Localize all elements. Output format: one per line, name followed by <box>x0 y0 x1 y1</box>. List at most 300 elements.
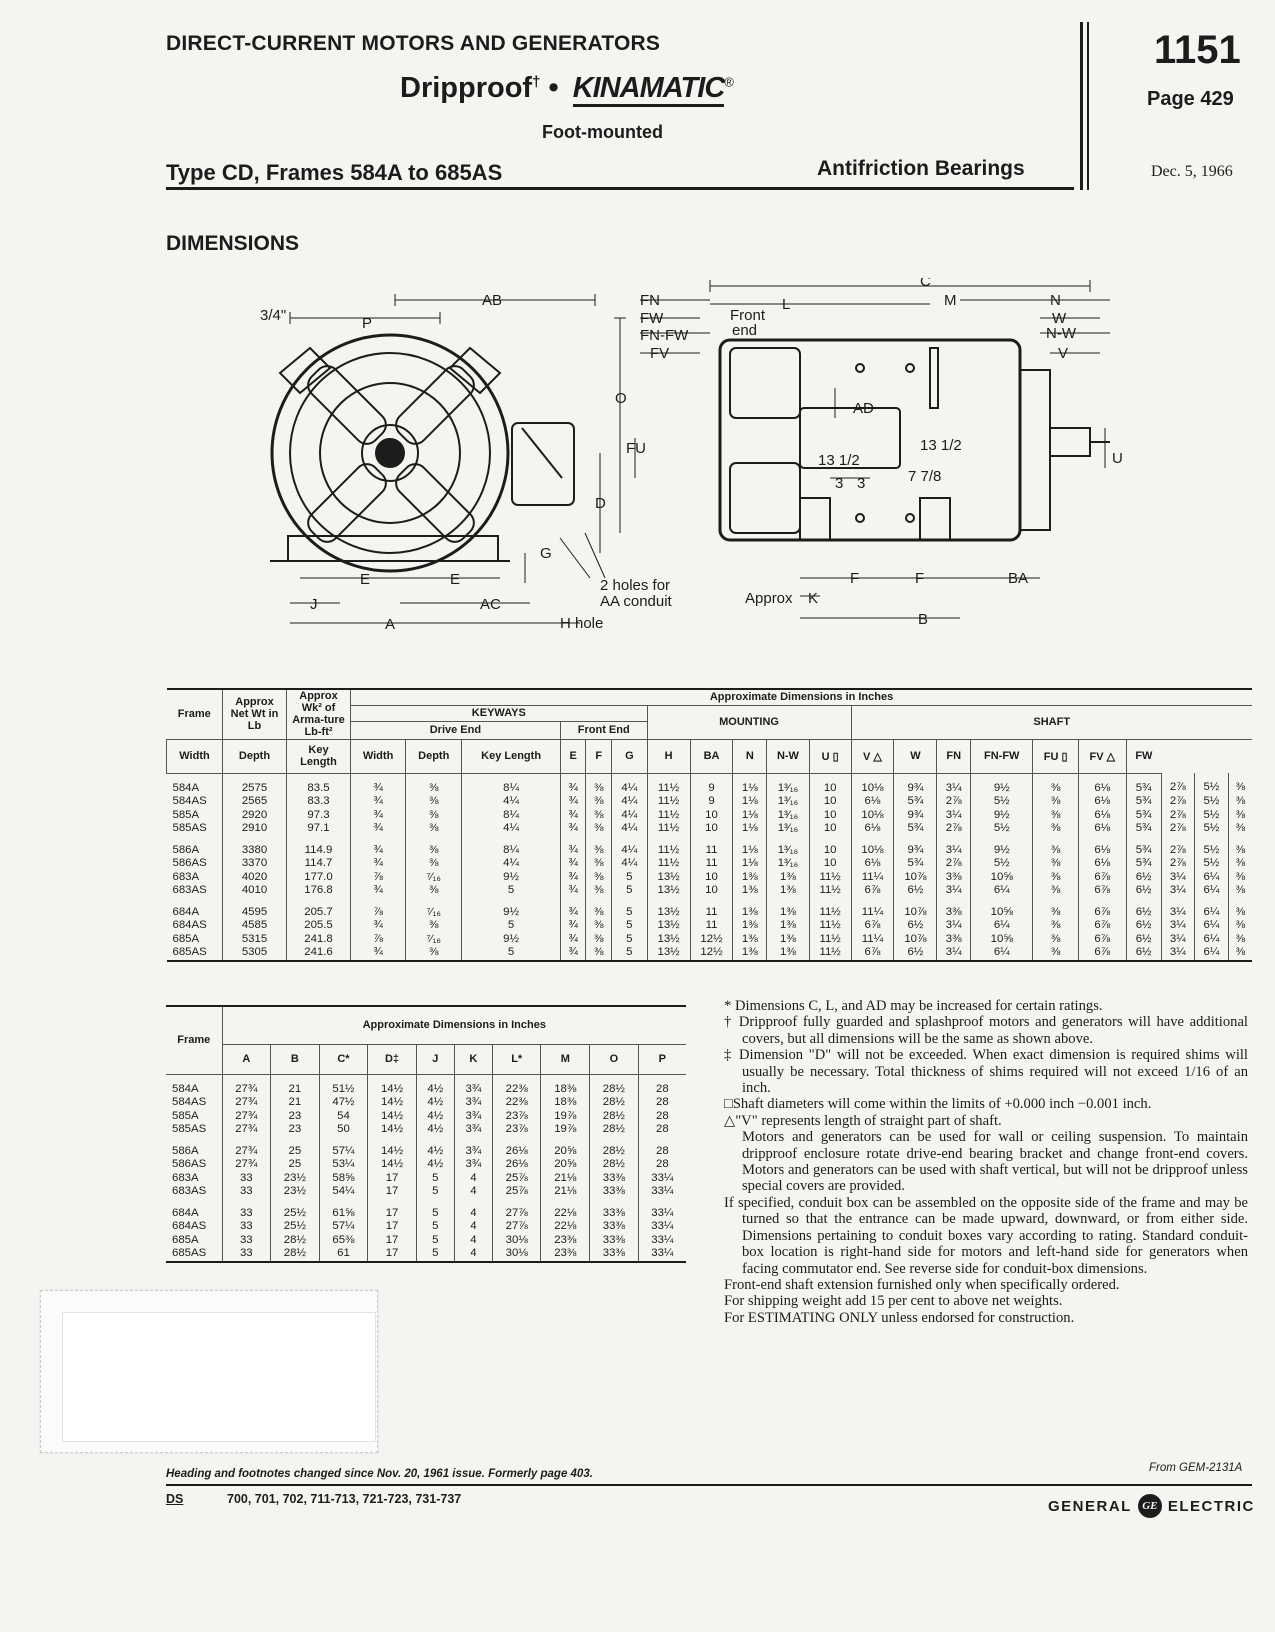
section-title: DIMENSIONS <box>166 232 300 255</box>
value-cell: 1⅜ <box>767 898 810 920</box>
value-cell: 33 <box>222 1247 271 1262</box>
footer-rule <box>166 1484 1252 1486</box>
value-cell: 114.9 <box>287 836 351 858</box>
frame-cell: 585AS <box>172 822 207 834</box>
t1-col-header: Key Length <box>462 739 561 773</box>
t1-col-header: N <box>733 739 767 773</box>
value-cell: 10⅝ <box>971 871 1033 885</box>
value-cell: 11¼ <box>851 898 894 920</box>
label-7-7-8: 7 7/8 <box>908 468 942 485</box>
value-cell: 12½ <box>690 946 733 961</box>
value-cell: 6½ <box>894 919 937 933</box>
value-cell: 5½ <box>971 795 1033 809</box>
value-cell: 4 <box>454 1247 492 1262</box>
value-cell: ⅜ <box>406 884 462 898</box>
value-cell: 5¾ <box>1126 822 1161 836</box>
value-cell: 6¼ <box>1195 919 1229 933</box>
value-cell: 3¼ <box>937 919 971 933</box>
table-row <box>166 1234 686 1248</box>
value-cell: 6⅞ <box>1078 884 1126 898</box>
value-cell: 11½ <box>647 809 690 823</box>
value-cell: 13½ <box>647 933 690 947</box>
t1-col-header: G <box>612 739 648 773</box>
frame-cell: 584AS <box>172 1096 207 1108</box>
value-cell: ¾ <box>560 871 586 885</box>
label-d: D <box>595 495 606 512</box>
value-cell: 3¼ <box>937 946 971 961</box>
label-f2: F <box>915 570 925 587</box>
value-cell: 33¼ <box>638 1220 686 1234</box>
value-cell: 8¼ <box>462 773 561 795</box>
value-cell: 5 <box>416 1247 454 1262</box>
value-cell: 58⅝ <box>319 1172 368 1186</box>
value-cell: 28 <box>638 1074 686 1096</box>
value-cell: 3380 <box>223 836 287 858</box>
value-cell: 10⅛ <box>851 809 894 823</box>
table-row <box>167 822 1253 836</box>
value-cell: 20⅝ <box>541 1137 590 1159</box>
value-cell: 6¼ <box>1195 946 1229 961</box>
value-cell: 4¼ <box>612 822 648 836</box>
value-cell: 1⅛ <box>733 809 767 823</box>
value-cell: 25 <box>271 1137 320 1159</box>
label-h-hole: H hole <box>560 615 604 632</box>
value-cell: 10⅛ <box>851 836 894 858</box>
value-cell: ⅜ <box>406 836 462 858</box>
t1-col-header: Depth <box>223 739 287 773</box>
value-cell: 25⅞ <box>492 1172 541 1186</box>
value-cell: 33 <box>222 1185 271 1199</box>
t2-col-header: J <box>416 1044 454 1074</box>
value-cell: 1⅜ <box>733 898 767 920</box>
value-cell: 6½ <box>1126 946 1161 961</box>
value-cell: 6⅛ <box>851 795 894 809</box>
table-row <box>166 1247 686 1262</box>
value-cell: 11½ <box>647 836 690 858</box>
label-l: L <box>782 296 791 313</box>
value-cell: 4 <box>454 1199 492 1221</box>
value-cell: 5½ <box>1195 773 1229 795</box>
value-cell: 33⅜ <box>590 1199 639 1221</box>
value-cell: 3¼ <box>937 773 971 795</box>
value-cell: 4¼ <box>612 795 648 809</box>
note-conduit-box: If specified, conduit box can be assembled on the opposite side of the frame and may be turned so that the entrance can be made upward, downward, or from either side. Dimensions pertaining to conduit boxes vary according to rating. Standard conduit-box location is right-hand side for motors and left-hand side for generators when facing commutator end. See reverse side for conduit-box dimensions. <box>724 1194 1248 1277</box>
issue-date: Dec. 5, 1966 <box>1151 163 1233 180</box>
value-cell: 3¾ <box>454 1123 492 1137</box>
value-cell: 6½ <box>894 884 937 898</box>
value-cell: 25½ <box>271 1220 320 1234</box>
source-reference: From GEM-2131A <box>1149 1462 1243 1474</box>
value-cell: ⅜ <box>406 946 462 961</box>
title-main: Dripproof <box>400 72 533 104</box>
value-cell: 28½ <box>590 1110 639 1124</box>
value-cell: 9¾ <box>894 773 937 795</box>
value-cell: 26⅛ <box>492 1137 541 1159</box>
value-cell: 18⅜ <box>541 1096 590 1110</box>
value-cell: 6⅞ <box>1078 871 1126 885</box>
label-13-half-a: 13 1/2 <box>920 437 962 454</box>
value-cell: ¾ <box>351 857 406 871</box>
value-cell: 5¾ <box>894 822 937 836</box>
t1-column-row <box>167 739 1253 773</box>
value-cell: ⅜ <box>1228 773 1252 795</box>
header-divider <box>1080 22 1083 190</box>
t2-col-header: C* <box>319 1044 368 1074</box>
value-cell: ⅜ <box>586 836 612 858</box>
value-cell: 5 <box>416 1220 454 1234</box>
frame-cell: 585AS <box>172 1123 207 1135</box>
value-cell: ⅜ <box>1228 884 1252 898</box>
value-cell: ⅜ <box>1033 836 1078 858</box>
value-cell: 1³⁄₁₆ <box>767 822 810 836</box>
value-cell: 10⅛ <box>851 773 894 795</box>
table-row <box>167 919 1253 933</box>
value-cell: 4 <box>454 1220 492 1234</box>
value-cell: ⅜ <box>406 773 462 795</box>
value-cell: 1⅜ <box>733 933 767 947</box>
value-cell: ⅜ <box>586 884 612 898</box>
value-cell: ⅜ <box>1228 795 1252 809</box>
label-ad: AD <box>853 400 874 417</box>
value-cell: ¾ <box>560 946 586 961</box>
value-cell: 5 <box>612 884 648 898</box>
value-cell: ⅜ <box>1033 773 1078 795</box>
value-cell: 33 <box>222 1234 271 1248</box>
table-row <box>166 1185 686 1199</box>
label-end: end <box>732 322 758 339</box>
value-cell: 6¼ <box>1195 898 1229 920</box>
value-cell: 3¼ <box>1161 898 1195 920</box>
value-cell: 2⅞ <box>1161 822 1195 836</box>
value-cell: ¾ <box>560 795 586 809</box>
shaft-keyway-mounting-table <box>166 688 1252 962</box>
value-cell: 14½ <box>368 1158 417 1172</box>
value-cell: 6¼ <box>971 919 1033 933</box>
note-front-shaft: Front-end shaft extension furnished only when specifically ordered. <box>724 1276 1120 1293</box>
t1-col-header: Key Length <box>287 739 351 773</box>
value-cell: 2⅞ <box>937 795 971 809</box>
value-cell: ¾ <box>351 809 406 823</box>
value-cell: 22⅜ <box>492 1096 541 1110</box>
value-cell: ⅜ <box>586 933 612 947</box>
value-cell: ¾ <box>351 919 406 933</box>
value-cell: 5305 <box>223 946 287 961</box>
value-cell: 27¾ <box>222 1123 271 1137</box>
label-ba: BA <box>1008 570 1029 587</box>
value-cell: 11¼ <box>851 871 894 885</box>
table-row <box>167 933 1253 947</box>
value-cell: 2⅞ <box>1161 773 1195 795</box>
white-label-inner <box>62 1312 376 1442</box>
value-cell: 33¼ <box>638 1247 686 1262</box>
value-cell: ¾ <box>351 946 406 961</box>
value-cell: 3¾ <box>454 1137 492 1159</box>
value-cell: 5¾ <box>894 857 937 871</box>
t1-col-header: U ▯ <box>809 739 851 773</box>
value-cell: 4 <box>454 1172 492 1186</box>
value-cell: ⅜ <box>406 857 462 871</box>
value-cell: 23⅞ <box>492 1110 541 1124</box>
note-dagger: † Dripproof fully guarded and splashproof motors and generators will have additional covers, but all dimensions will be the same as shown above. <box>724 1014 1248 1047</box>
frame-cell: 586AS <box>172 1158 207 1170</box>
value-cell: 10⅝ <box>971 898 1033 920</box>
value-cell: 25½ <box>271 1199 320 1221</box>
value-cell: 22⅛ <box>541 1199 590 1221</box>
value-cell: 25 <box>271 1158 320 1172</box>
value-cell: 10⅞ <box>894 933 937 947</box>
value-cell: 9¾ <box>894 836 937 858</box>
note-v-length: △"V" represents length of straight part of shaft. <box>724 1112 1002 1129</box>
value-cell: 11½ <box>809 898 851 920</box>
value-cell: 3¾ <box>454 1158 492 1172</box>
value-cell: 2⅞ <box>1161 809 1195 823</box>
value-cell: 5¾ <box>1126 836 1161 858</box>
value-cell: 6½ <box>1126 871 1161 885</box>
value-cell: 4¼ <box>612 773 648 795</box>
value-cell: ⅜ <box>1228 933 1252 947</box>
table-row <box>167 898 1253 920</box>
page-number: Page 429 <box>1147 88 1234 110</box>
t1-header-drive-end: Drive End <box>351 721 561 739</box>
value-cell: 61⅝ <box>319 1199 368 1221</box>
value-cell: 1⅜ <box>767 946 810 961</box>
frame-cell: 685AS <box>172 1247 207 1259</box>
value-cell: ⅜ <box>586 946 612 961</box>
value-cell: 4½ <box>416 1074 454 1096</box>
value-cell: ⅜ <box>1033 857 1078 871</box>
value-cell: 21⅛ <box>541 1185 590 1199</box>
value-cell: 1⅛ <box>733 822 767 836</box>
value-cell: 11½ <box>809 919 851 933</box>
motor-drawing-svg <box>260 278 1140 658</box>
value-cell: 5 <box>612 933 648 947</box>
table-row <box>167 836 1253 858</box>
value-cell: 28½ <box>590 1123 639 1137</box>
value-cell: 28 <box>638 1096 686 1110</box>
frame-cell: 586A <box>172 1144 199 1157</box>
value-cell: 1⅜ <box>733 946 767 961</box>
label-ac: AC <box>480 596 501 613</box>
t1-col-header: V △ <box>851 739 894 773</box>
t1-header-shaft: SHAFT <box>851 705 1252 739</box>
value-cell: 5½ <box>1195 836 1229 858</box>
t1-header-weight: Approx Net Wt in Lb <box>223 689 287 739</box>
value-cell: 1⅛ <box>733 836 767 858</box>
table-row <box>167 857 1253 871</box>
label-fn: FN <box>640 292 660 309</box>
value-cell: 6½ <box>1126 884 1161 898</box>
value-cell: 1⅛ <box>733 795 767 809</box>
value-cell: 3¼ <box>1161 919 1195 933</box>
value-cell: 11 <box>690 919 733 933</box>
value-cell: 5 <box>612 946 648 961</box>
value-cell: 5 <box>612 919 648 933</box>
value-cell: 6¼ <box>1195 933 1229 947</box>
end-view <box>270 335 574 571</box>
value-cell: 2910 <box>223 822 287 836</box>
frame-dimensions-table <box>166 1005 686 1263</box>
label-j: J <box>310 596 318 613</box>
value-cell: 53¼ <box>319 1158 368 1172</box>
value-cell: 10 <box>690 809 733 823</box>
value-cell: ⅜ <box>406 822 462 836</box>
value-cell: 10 <box>690 884 733 898</box>
value-cell: 11½ <box>647 773 690 795</box>
note-suspension: Motors and generators can be used for wall or ceiling suspension. To maintain dripproof enclosure rotate drive-end bearing bracket and change front-end covers. Motors and generators can be used with shaft vertical, but will not be dripproof unless special covers are provided. <box>742 1129 1248 1195</box>
value-cell: 4 <box>454 1234 492 1248</box>
value-cell: 28 <box>638 1123 686 1137</box>
value-cell: 6½ <box>1126 898 1161 920</box>
frame-cell: 683AS <box>172 1185 207 1197</box>
t1-col-header: FV △ <box>1078 739 1126 773</box>
frame-cell: 683AS <box>172 884 207 896</box>
value-cell: 1⅜ <box>767 933 810 947</box>
value-cell: 1⅜ <box>767 871 810 885</box>
bearing-type: Antifriction Bearings <box>817 157 1025 180</box>
frame-cell: 584AS <box>172 795 207 807</box>
value-cell: ⁷⁄₁₆ <box>406 933 462 947</box>
value-cell: 17 <box>368 1172 417 1186</box>
value-cell: 33¼ <box>638 1185 686 1199</box>
value-cell: ⅜ <box>1228 946 1252 961</box>
value-cell: 33⅜ <box>590 1220 639 1234</box>
value-cell: 23⅞ <box>492 1123 541 1137</box>
value-cell: 6⅞ <box>1078 919 1126 933</box>
type-frames: Type CD, Frames 584A to 685AS <box>166 160 503 185</box>
value-cell: 21 <box>271 1096 320 1110</box>
value-cell: 1³⁄₁₆ <box>767 773 810 795</box>
value-cell: ⅜ <box>586 809 612 823</box>
value-cell: 6½ <box>1126 933 1161 947</box>
value-cell: ¾ <box>560 919 586 933</box>
catalog-code: 1151 <box>1154 28 1241 72</box>
value-cell: 2575 <box>223 773 287 795</box>
label-b: B <box>918 611 929 628</box>
label-three-a: 3 <box>835 475 844 492</box>
value-cell: 9½ <box>971 836 1033 858</box>
frame-cell: 586AS <box>172 857 207 869</box>
value-cell: ¾ <box>351 836 406 858</box>
value-cell: 2⅞ <box>937 822 971 836</box>
label-e1: E <box>360 571 371 588</box>
value-cell: 9½ <box>462 871 561 885</box>
value-cell: 30⅛ <box>492 1234 541 1248</box>
general-text: GENERAL <box>1048 1497 1132 1515</box>
value-cell: 65⅜ <box>319 1234 368 1248</box>
value-cell: 2565 <box>223 795 287 809</box>
value-cell: 6¼ <box>971 884 1033 898</box>
label-n-w: N-W <box>1046 325 1076 342</box>
value-cell: 10⅝ <box>971 933 1033 947</box>
value-cell: ¾ <box>560 836 586 858</box>
value-cell: 8¼ <box>462 836 561 858</box>
value-cell: 33⅜ <box>590 1247 639 1262</box>
table-row <box>167 946 1253 961</box>
value-cell: 9 <box>690 773 733 795</box>
label-conduit: 2 holes for <box>600 577 671 594</box>
value-cell: 4½ <box>416 1123 454 1137</box>
t1-col-header: E <box>560 739 586 773</box>
value-cell: 4¼ <box>462 795 561 809</box>
value-cell: 33¼ <box>638 1234 686 1248</box>
label-fu: FU <box>626 440 646 457</box>
frame-cell: 584A <box>172 781 200 794</box>
value-cell: 5½ <box>971 857 1033 871</box>
t1-col-header: N-W <box>767 739 810 773</box>
value-cell: ¾ <box>560 773 586 795</box>
label-fn-fw: FN-FW <box>640 327 689 344</box>
value-cell: 21 <box>271 1074 320 1096</box>
value-cell: 57¼ <box>319 1137 368 1159</box>
value-cell: 4010 <box>223 884 287 898</box>
value-cell: 3¾ <box>454 1074 492 1096</box>
header-divider-2 <box>1087 22 1089 190</box>
table-row <box>166 1172 686 1186</box>
label-v: V <box>1058 345 1069 362</box>
dimension-drawing <box>260 278 1140 658</box>
value-cell: 3¼ <box>1161 884 1195 898</box>
table-row <box>166 1096 686 1110</box>
label-f1: F <box>850 570 860 587</box>
value-cell: ¾ <box>560 933 586 947</box>
value-cell: 4 <box>454 1185 492 1199</box>
value-cell: 1⅜ <box>733 871 767 885</box>
t2-col-header: B <box>271 1044 320 1074</box>
value-cell: 6⅛ <box>1078 836 1126 858</box>
frame-cell: 685AS <box>172 946 207 958</box>
value-cell: 3¼ <box>1161 946 1195 961</box>
value-cell: 9¾ <box>894 809 937 823</box>
value-cell: 10 <box>809 857 851 871</box>
value-cell: ⅜ <box>586 898 612 920</box>
value-cell: 28½ <box>590 1137 639 1159</box>
value-cell: 205.5 <box>287 919 351 933</box>
value-cell: 14½ <box>368 1074 417 1096</box>
value-cell: 11 <box>690 836 733 858</box>
frame-cell: 684AS <box>172 919 207 931</box>
value-cell: 1⅜ <box>733 919 767 933</box>
value-cell: 23½ <box>271 1185 320 1199</box>
value-cell: 47½ <box>319 1096 368 1110</box>
value-cell: 5 <box>462 884 561 898</box>
value-cell: ¾ <box>351 822 406 836</box>
frame-cell: 586A <box>172 843 200 856</box>
value-cell: 3¾ <box>454 1096 492 1110</box>
value-cell: 6⅞ <box>851 884 894 898</box>
value-cell: 5½ <box>1195 795 1229 809</box>
frame-cell: 683A <box>172 1171 199 1184</box>
label-fv: FV <box>650 345 670 362</box>
value-cell: 6⅞ <box>851 946 894 961</box>
value-cell: 30⅛ <box>492 1247 541 1262</box>
t1-col-header: FN <box>937 739 971 773</box>
value-cell: 13½ <box>647 946 690 961</box>
value-cell: 17 <box>368 1234 417 1248</box>
label-ab: AB <box>482 292 503 309</box>
value-cell: 11½ <box>647 795 690 809</box>
value-cell: 1⅜ <box>733 884 767 898</box>
t1-header-front-end: Front End <box>560 721 647 739</box>
value-cell: 4¼ <box>612 809 648 823</box>
value-cell: 27¾ <box>222 1158 271 1172</box>
value-cell: 6⅛ <box>1078 773 1126 795</box>
value-cell: 26⅛ <box>492 1158 541 1172</box>
value-cell: ⅜ <box>586 773 612 795</box>
value-cell: ⅜ <box>1033 933 1078 947</box>
label-u: U <box>1112 450 1123 467</box>
value-cell: ¾ <box>560 809 586 823</box>
value-cell: 5½ <box>1195 809 1229 823</box>
